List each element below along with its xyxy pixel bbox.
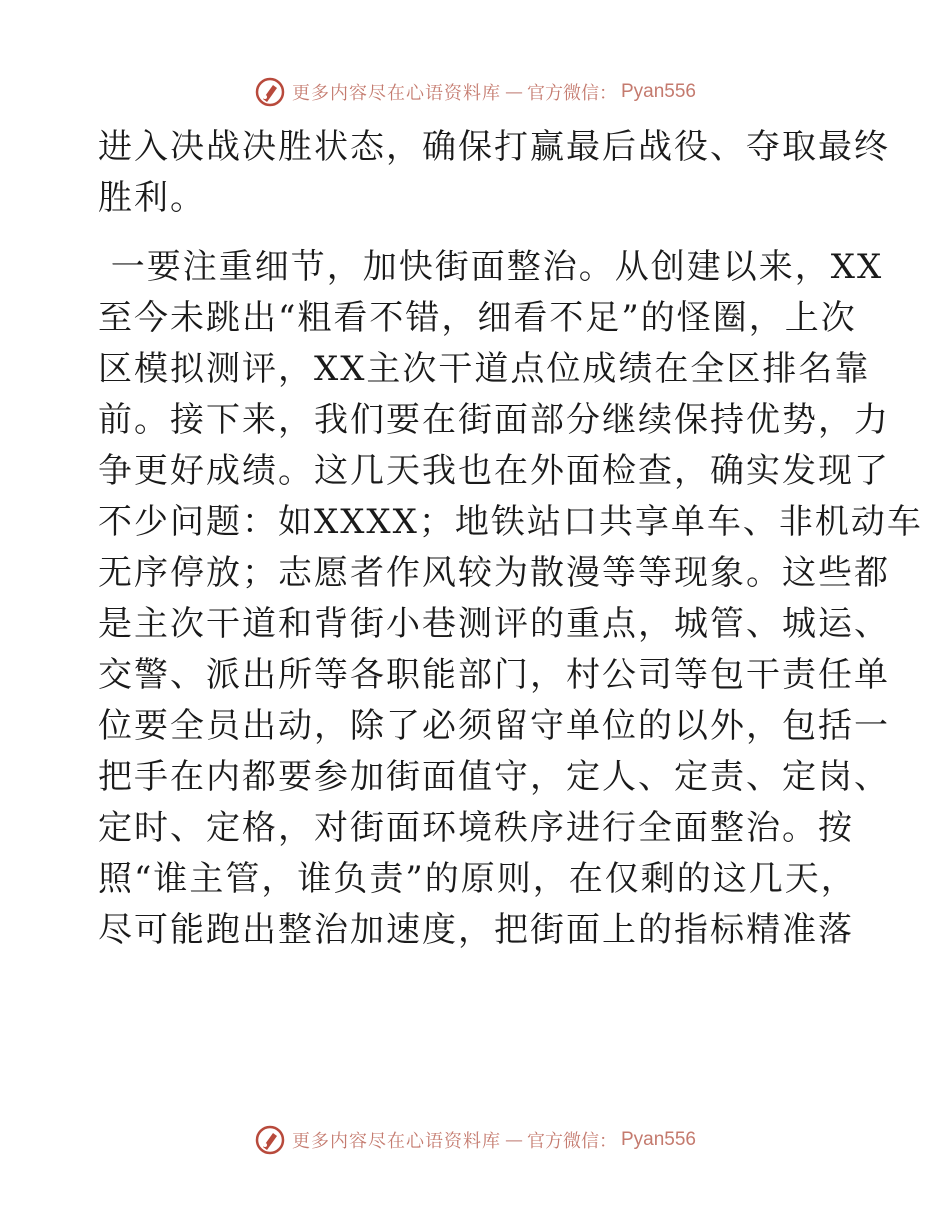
watermark-wechat-id: Pyan556: [620, 1129, 696, 1150]
watermark-wechat-id: Pyan556: [620, 81, 696, 102]
watermark-text: 更多内容尽在心语资料库: [291, 83, 501, 104]
text-line: 位要全员出动，除了必须留守单位的以外，包括一: [98, 706, 890, 746]
text-line: 区模拟测评，XX主次干道点位成绩在全区排名靠: [98, 349, 871, 389]
paragraph-1: [98, 122, 890, 224]
text-line: 不少问题：如XXXX；地铁站口共享单车、非机动车: [98, 502, 923, 542]
text-line: 进入决战决胜状态，确保打赢最后战役、夺取最终: [98, 127, 890, 167]
watermark-label: 官方微信：: [526, 1131, 617, 1152]
header-watermark: [0, 72, 950, 112]
watermark-separator: —: [504, 81, 523, 103]
document-body: [98, 122, 923, 956]
text-line: 照“谁主管，谁负责”的原则，在仅剩的这几天，: [98, 859, 857, 899]
text-line: 尽可能跑出整治加速度，把街面上的指标精准落: [98, 910, 854, 950]
text-line: 定时、定格，对街面环境秩序进行全面整治。按: [98, 808, 854, 848]
watermark-text: 更多内容尽在心语资料库: [291, 1131, 501, 1152]
text-line: 交警、派出所等各职能部门，村公司等包干责任单: [98, 655, 890, 695]
pen-circle-icon: [254, 76, 286, 108]
text-line: 把手在内都要参加街面值守，定人、定责、定岗、: [98, 757, 890, 797]
text-line: 一要注重细节，加快街面整治。从创建以来，XX: [98, 247, 884, 287]
watermark-label: 官方微信：: [526, 83, 617, 104]
paragraph-2: [98, 242, 923, 956]
text-line: 无序停放；志愿者作风较为散漫等等现象。这些都: [98, 553, 890, 593]
text-line: 至今未跳出“粗看不错，细看不足”的怪圈，上次: [98, 298, 857, 338]
pen-circle-icon: [254, 1124, 286, 1156]
watermark-separator: —: [504, 1129, 523, 1151]
text-line: 前。接下来，我们要在街面部分继续保持优势，力: [98, 400, 890, 440]
text-line: 胜利。: [98, 178, 206, 218]
footer-watermark: [0, 1120, 950, 1160]
text-line: 争更好成绩。这几天我也在外面检查，确实发现了: [98, 451, 890, 491]
text-line: 是主次干道和背街小巷测评的重点，城管、城运、: [98, 604, 890, 644]
